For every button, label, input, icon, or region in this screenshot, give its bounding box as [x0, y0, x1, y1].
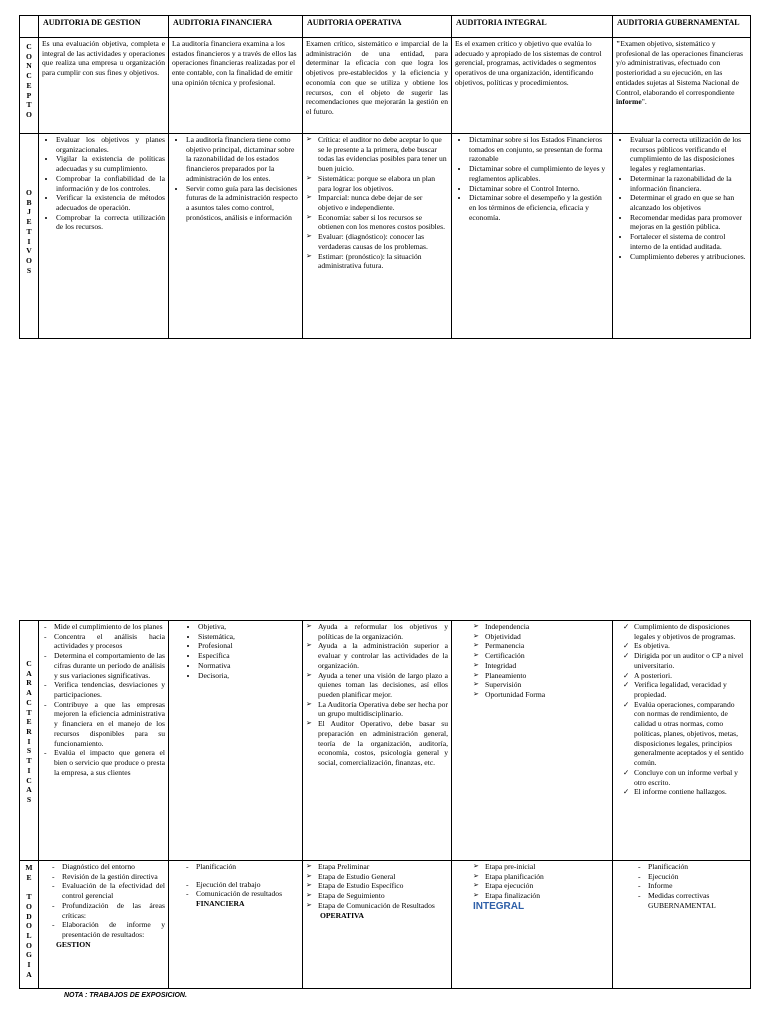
list-item: ➢ El Auditor Operativo, debe basar su preparación en administración general, teoría de la organización, auditoría, economía, costos, psicología general y social, comercialización, finanzas, etc.: [318, 719, 448, 768]
list-item: ➢ Ayuda a reformular los objetivos y políticas de la organización.: [318, 622, 448, 641]
list-item: - Revisión de la gestión directiva: [62, 872, 165, 882]
list-item: - Evalúa el impacto que genera el bien o servicio que produce o presta la empresa, a sus clientes: [54, 748, 165, 777]
footer-note: NOTA : TRABAJOS DE EXPOSICION.: [64, 992, 187, 999]
header-row: [20, 16, 751, 38]
bottom-table: [19, 620, 751, 989]
list-item: - Determina el comportamiento de las cifras durante un período de análisis y sus variaciones significativas.: [54, 651, 165, 680]
list-item: ➢ Ayuda a la administración superior a evaluar y controlar las actividades de la organización.: [318, 641, 448, 670]
list-item: ➢ Etapa Preliminar: [318, 862, 448, 872]
metodologia-financiera-tag: FINANCIERA: [196, 899, 245, 909]
caracteristicas-gubernamental: [613, 621, 751, 861]
list-item: ➢ Ayuda a tener una visión de largo plazo a quienes toman las decisiones, así ellos pueden planificar mejor.: [318, 671, 448, 700]
list-item: • Comprobar la correcta utilización de los recursos.: [56, 213, 165, 232]
header-gubernamental: AUDITORIA GUBERNAMENTAL: [613, 16, 751, 38]
caracteristicas-row: [20, 621, 751, 861]
list-item: • Comprobar la confiabilidad de la información y de los controles.: [56, 174, 165, 193]
list-item: • Evaluar la correcta utilización de los recursos públicos verificando el cumplimiento de las disposiciones legales y reglamentarias.: [630, 135, 747, 174]
metodologia-gestion: [39, 861, 169, 989]
caracteristicas-integral: [452, 621, 613, 861]
list-item: • Dictaminar sobre el Control Interno.: [469, 184, 609, 194]
objetivos-financiera: [169, 134, 303, 339]
header-operativa: AUDITORIA OPERATIVA: [303, 16, 452, 38]
list-item: ✓ Es objetiva.: [634, 641, 747, 651]
list-item: • Sistemática,: [198, 632, 299, 642]
list-item: - Informe: [648, 881, 747, 891]
list-item: • Determinar la razonabilidad de la información financiera.: [630, 174, 747, 193]
metodologia-row: [20, 861, 751, 989]
list-item: - Profundización de las áreas críticas:: [62, 901, 165, 920]
caracteristicas-financiera: [169, 621, 303, 861]
list-item: - Evaluación de la efectividad del control gerencial: [62, 881, 165, 900]
list-item: ➢ La Auditoría Operativa debe ser hecha por un grupo multidisciplinario.: [318, 700, 448, 719]
caracteristicas-operativa: [303, 621, 452, 861]
list-item: • Profesional: [198, 641, 299, 651]
list-item: ➢ Imparcial: nunca debe dejar de ser objetivo e independiente.: [318, 193, 448, 212]
list-item: • Fortalecer el sistema de control interno de la entidad auditada.: [630, 232, 747, 251]
concepto-integral: Es el examen crítico y objetivo que evalúa lo adecuado y apropiado de los sistemas de control gerencial, programas, actividades o segmentos operativos de una organización, identificando objetivos, políticas y procedimientos.: [452, 38, 613, 134]
list-item: • Específica: [198, 651, 299, 661]
corner-cell: [20, 16, 39, 38]
list-item: ✓ Concluye con un informe verbal y otro escrito.: [634, 768, 747, 787]
metodologia-integral-tag: INTEGRAL: [473, 900, 525, 912]
list-item: ✓ Verifica legalidad, veracidad y propiedad.: [634, 680, 747, 699]
metodologia-financiera: [169, 861, 303, 989]
list-item: • Cumplimiento deberes y atribuciones.: [630, 252, 747, 262]
list-item: ✓ Dirigida por un auditor o CP a nivel universitario.: [634, 651, 747, 670]
list-item: - Verifica tendencias, desviaciones y participaciones.: [54, 680, 165, 699]
list-item: ➢ Integridad: [485, 661, 609, 671]
objetivos-gubernamental: [613, 134, 751, 339]
list-item: • Verificar la existencia de métodos adecuados de operación.: [56, 193, 165, 212]
objetivos-label: O B J E T I V O S: [20, 134, 39, 339]
list-item: ➢ Etapa de Seguimiento: [318, 891, 448, 901]
list-item: • Normativa: [198, 661, 299, 671]
metodologia-gubernamental: [613, 861, 751, 989]
metodologia-operativa: [303, 861, 452, 989]
list-item: ✓ Evalúa operaciones, comparando con normas de rendimiento, de calidad u otras normas, como políticas, planes, objetivos, metas, disposiciones legales, principios generalmente aceptados y el sentido común.: [634, 700, 747, 768]
metodologia-operativa-tag: OPERATIVA: [320, 910, 365, 920]
objetivos-operativa: [303, 134, 452, 339]
list-item: ✓ A posteriori.: [634, 671, 747, 681]
objetivos-integral: [452, 134, 613, 339]
list-item: ➢ Etapa planificación: [485, 872, 609, 882]
concepto-financiera: La auditoría financiera examina a los estados financieros y a través de ellos las operaciones financieras realizadas por el ente contable, con la finalidad de emitir una opinión técnica y profesional.: [169, 38, 303, 134]
list-item: - Contribuye a que las empresas mejoren la eficiencia administrativa y financiera en el manejo de los recursos disponibles para su funcionamiento.: [54, 700, 165, 749]
list-item: ➢ Economía: saber si los recursos se obtienen con los menores costos posibles.: [318, 213, 448, 232]
list-item: ➢ Estimar: (pronóstico): la situación administrativa futura.: [318, 252, 448, 271]
list-item: - Medidas correctivas GUBERNAMENTAL: [648, 891, 747, 910]
list-item: ➢ Planeamiento: [485, 671, 609, 681]
list-item: - Ejecución: [648, 872, 747, 882]
list-item: - Comunicación de resultados: [196, 889, 299, 899]
list-item: ✓ Cumplimiento de disposiciones legales y objetivos de programas.: [634, 622, 747, 641]
list-item: - Diagnóstico del entorno: [62, 862, 165, 872]
metodologia-integral: [452, 861, 613, 989]
list-item: ➢ Etapa de Comunicación de Resultados: [318, 901, 448, 911]
list-item: - Concentra el análisis hacia actividades y procesos: [54, 632, 165, 651]
list-item: ➢ Oportunidad Forma: [485, 690, 609, 700]
list-item: ➢ Etapa ejecución: [485, 881, 609, 891]
list-item: • Objetiva,: [198, 622, 299, 632]
header-financiera: AUDITORIA FINANCIERA: [169, 16, 303, 38]
header-gestion: AUDITORIA DE GESTION: [39, 16, 169, 38]
concepto-gubernamental: "Examen objetivo, sistemático y profesional de las operaciones financieras y/o administrativas, efectuado con posterioridad a su ejecución, en las entidades sujetas al Sistema Nacional de Control, elaborando el correspondiente informe".: [613, 38, 751, 134]
concepto-label: C O N C E P T O: [20, 38, 39, 134]
list-item: • Servir como guía para las decisiones futuras de la administración respecto a asuntos tales como control, pronósticos, análisis e información: [186, 184, 299, 223]
list-item: ➢ Supervisión: [485, 680, 609, 690]
caracteristicas-gestion: [39, 621, 169, 861]
concepto-row: [20, 38, 751, 134]
list-item: • Dictaminar sobre si los Estados Financieros tomados en conjunto, se presentan de forma razonable: [469, 135, 609, 164]
metodologia-label: M E T O D O L O G I A: [20, 861, 39, 989]
list-item: - Planificación: [196, 862, 299, 872]
list-item: - Mide el cumplimiento de los planes: [54, 622, 165, 632]
concepto-gestion: Es una evaluación objetiva, completa e integral de las actividades y operaciones que realiza una empresa u organización para cumplir con sus fines y objetivos.: [39, 38, 169, 134]
list-item: ➢ Etapa pre-inicial: [485, 862, 609, 872]
top-table: [19, 15, 751, 339]
list-item: • Determinar el grado en que se han alcanzado los objetivos: [630, 193, 747, 212]
header-integral: AUDITORIA INTEGRAL: [452, 16, 613, 38]
list-item: ➢ Objetividad: [485, 632, 609, 642]
list-item: - Planificación: [648, 862, 747, 872]
list-item: ➢ Certificación: [485, 651, 609, 661]
list-item: • Dictaminar sobre el desempeño y la gestión en los términos de eficiencia, eficacia y economía.: [469, 193, 609, 222]
list-item: ➢ Permanencia: [485, 641, 609, 651]
list-item: ✓ El informe contiene hallazgos.: [634, 787, 747, 797]
list-item: ➢ Etapa de Estudio Específico: [318, 881, 448, 891]
list-item: • La auditoría financiera tiene como objetivo principal, dictaminar sobre la razonabilidad de los estados financieros preparados por la administración de los entes.: [186, 135, 299, 184]
list-item: ➢ Etapa de Estudio General: [318, 872, 448, 882]
list-item: ➢ Sistemática: porque se elabora un plan para lograr los objetivos.: [318, 174, 448, 193]
list-item: • Evaluar los objetivos y planes organizacionales.: [56, 135, 165, 154]
metodologia-gestion-tag: GESTION: [56, 939, 91, 949]
list-item: - Ejecución del trabajo: [196, 880, 299, 890]
concepto-operativa: Examen crítico, sistemático e imparcial de la administración de una entidad, para determinar la eficacia con que logra los objetivos pre-establecidos y la eficiencia y economía con que se utiliza y obtiene los recursos, con el objeto de sugerir las recomendaciones que mejorarán la gestión en el futuro.: [303, 38, 452, 134]
list-item: • Vigilar la existencia de políticas adecuadas y su cumplimiento.: [56, 154, 165, 173]
list-item: • Recomendar medidas para promover mejoras en la gestión pública.: [630, 213, 747, 232]
list-item: ➢ Independencia: [485, 622, 609, 632]
list-item: - Elaboración de informe y presentación de resultados:: [62, 920, 165, 939]
caracteristicas-label: C A R A C T E R I S T I C A S: [20, 621, 39, 861]
list-item: ➢ Crítica: el auditor no debe aceptar lo que se le presente a la primera, debe buscar todas las evidencias posibles para tener un buen juicio.: [318, 135, 448, 174]
list-item: ➢ Etapa finalización: [485, 891, 609, 901]
list-item: • Dictaminar sobre el cumplimiento de leyes y reglamentos aplicables.: [469, 164, 609, 183]
objetivos-gestion: [39, 134, 169, 339]
objetivos-row: [20, 134, 751, 339]
list-item: • Decisoria,: [198, 671, 299, 681]
list-item: ➢ Evaluar: (diagnóstico): conocer las verdaderas causas de los problemas.: [318, 232, 448, 251]
